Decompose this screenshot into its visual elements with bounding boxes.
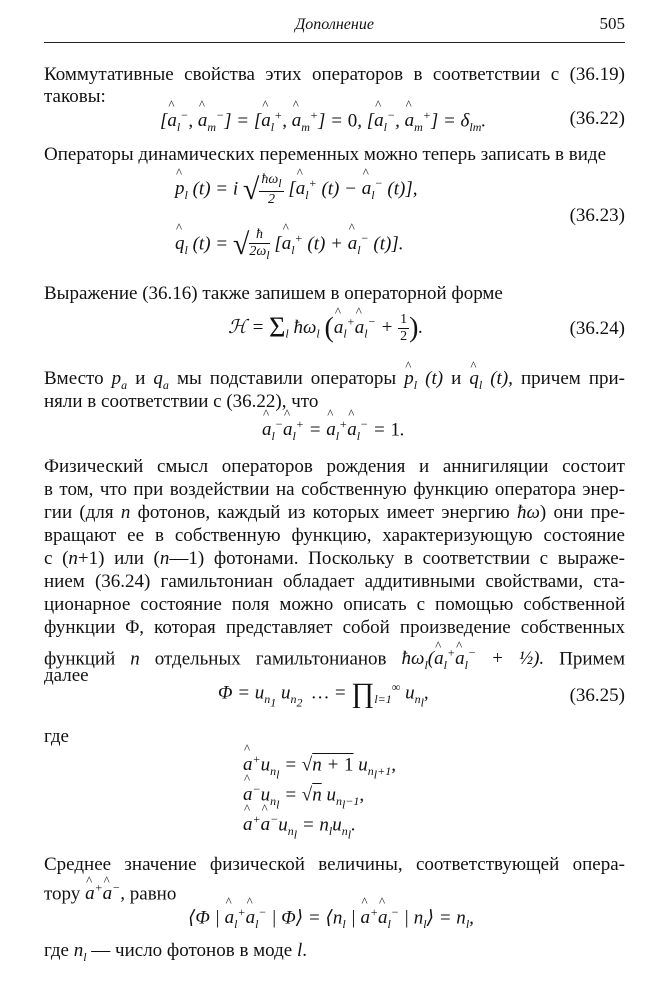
paragraph-physical-meaning-l4: вращают ее в собственную функцию, характеризующую состояние xyxy=(44,525,625,546)
paragraph-physical-meaning-l6: нием (36.24) гамильтониан обладает аддитивными свойствами, ста- xyxy=(44,571,625,592)
text-fragment: где xyxy=(44,940,69,961)
text-fragment: равно xyxy=(129,883,177,905)
paragraph-physical-meaning-l1: Физический смысл операторов рождения и аннигиляции состоит xyxy=(44,456,625,477)
equation-identity: ^ $a_l^-\^{}$ $a_l^+$ = ^ $a_l^+\^{}$ $a_l^- = 1$. xyxy=(262,417,405,444)
page-number: 505 xyxy=(599,14,625,33)
text-fragment: —1) фотонами. Поскольку в соответствии с выраже- xyxy=(169,548,626,569)
text-fragment: и xyxy=(135,368,146,389)
paragraph-mean-value-l2: тору ^ a+^ a−, равно xyxy=(44,875,625,907)
text-fragment: с ( xyxy=(44,548,69,569)
paragraph-physical-meaning-l3: гии (для n фотонов, каждый из которых имеет энергию ħω) они пре- xyxy=(44,502,625,523)
equation-commutation: [^ $a_l^-$, ^ $a_m^-$] = [^ $a_l^+$, ^ $a_m^+] = 0$, [^ $a_l^-$, ^ $a_m^+] = \delta_{lm}$. xyxy=(160,108,486,135)
paragraph-physical-meaning-l10: далее xyxy=(44,665,89,686)
equation-product: $\Phi = u_{n_1}$ $u_{n_2}$ … = $\prod_{l=1}^\infty$ $u_{n_l}$, xyxy=(218,678,429,710)
paragraph-physical-meaning-l7: ционарное состояние поля можно описать с помощью собственной xyxy=(44,594,625,615)
text-fragment: тору xyxy=(44,883,81,905)
equation-coordinate: ^ $q_l$ (t) = √ $\frac{ħ}{2\omega_l}$ [^ $a_l^+$ (t) + ^ $a_l^-$ (t)]. xyxy=(175,227,403,263)
text-fragment: функций xyxy=(44,648,116,670)
equation-number-36-24: (36.24) xyxy=(569,318,625,339)
paragraph-commutation-line1: Коммутативные свойства этих операторов в соответствии с (36.19) xyxy=(44,64,625,85)
running-header xyxy=(44,14,625,43)
paragraph-physical-meaning-l2: в том, что при воздействии на собственную функцию оператора энер- xyxy=(44,479,625,500)
paragraph-physical-meaning-l9: функций n отдельных гамильтонианов $ħ\omega_l(\^{}$ $a_l^+\^{}$ $a_l^-$ + ½). Примем xyxy=(44,640,625,678)
paragraph-dynamic-variables: Операторы динамических переменных можно теперь записать в виде xyxy=(44,144,607,165)
equation-number-36-22: (36.22) xyxy=(569,108,625,129)
text-fragment: фотонов, каждый из которых имеет энергию xyxy=(137,502,510,523)
paragraph-operator-form: Выражение (36.16) также запишем в операторной форме xyxy=(44,283,503,304)
paragraph-commutation-line2: таковы: xyxy=(44,86,106,107)
paragraph-where: где xyxy=(44,726,69,747)
paragraph-physical-meaning-l5: с (n+1) или (n—1) фотонами. Поскольку в соответствии с выраже- xyxy=(44,548,626,569)
paragraph-photon-number: где $n_l$ — число фотонов в моде l. xyxy=(44,940,308,964)
text-fragment: отдельных гамильтонианов xyxy=(154,648,387,670)
text-fragment: — число фотонов в моде xyxy=(91,940,293,961)
equation-number-36-23: (36.23) xyxy=(569,205,625,226)
text-fragment: Примем xyxy=(559,648,626,670)
equation-hamiltonian: ℋ = $\Sigma_l$ $ħ\omega_l$ (^ $a_l^+\^{}$ $a_l^-$ + $\frac{1}{2}$ ). xyxy=(228,312,423,345)
text-fragment: и xyxy=(451,368,462,389)
paragraph-substitution-line2: няли в соответствии с (36.22), что xyxy=(44,391,319,412)
running-title: Дополнение xyxy=(295,16,374,33)
text-fragment: гии (для xyxy=(44,502,114,523)
equation-number-36-25: (36.25) xyxy=(569,685,625,706)
equation-annihilation: ^ $a^-u_{n_l} = √n$ $u_{n_l-1}$, xyxy=(243,782,364,813)
equation-creation: ^ $a^+u_{n_l} = √n + 1$ $u_{n_l+1}$, xyxy=(243,752,396,783)
text-fragment: мы подставили операторы xyxy=(176,368,397,389)
equation-momentum: ^ $p_l$ (t) = i √ $\frac{ħ\omega_l}{2}$ [^ $a_l^+$ (t) − ^ $a_l^-$ (t)], xyxy=(175,172,418,208)
paragraph-physical-meaning-l8: функции Φ, которая представляет собой произведение собственных xyxy=(44,617,625,638)
text-fragment: ) они пре- xyxy=(539,502,625,523)
text-fragment: причем при- xyxy=(520,368,626,389)
equation-number-operator: ^ a+^ $a^-u_{n_l} = n_lu_{n_l}$. xyxy=(243,812,356,843)
paragraph-substitution-line1: Вместо $p_a$ и $q_a$ мы подставили операторы ^ $p_l$ (t) и ^ $q_l$ (t), причем при- xyxy=(44,366,625,398)
equation-expectation: ⟨Φ | ^ $a_l^+\^{}$ $a_l^-$ | Φ⟩ = $⟨n_l$ | ^ a+^ $a_l^-$ | $n_l⟩ = n_l$, xyxy=(188,905,474,932)
text-fragment: +1) или ( xyxy=(77,548,160,569)
text-fragment: Вместо xyxy=(44,368,104,389)
paragraph-mean-value-l1: Среднее значение физической величины, соответствующей опера- xyxy=(44,854,625,875)
